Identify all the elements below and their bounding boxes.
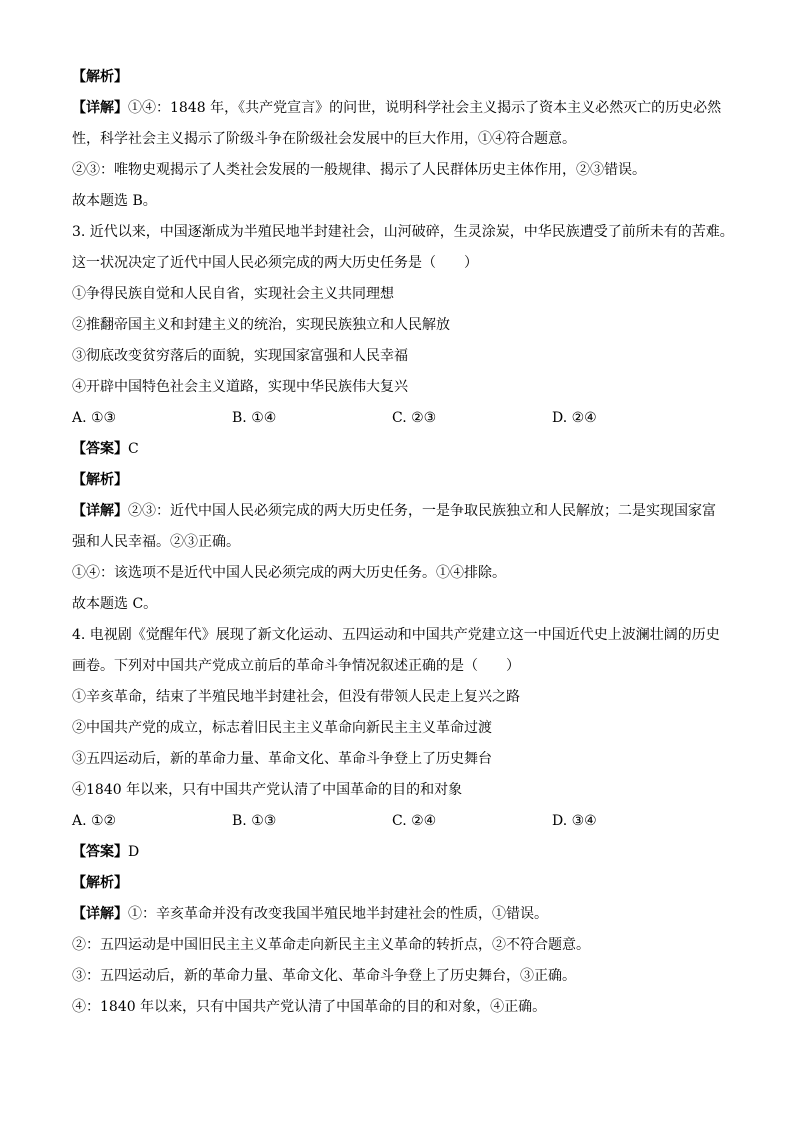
statement-item: ②推翻帝国主义和封建主义的统治，实现民族独立和人民解放 [72,317,450,333]
answer-value: C [128,441,139,457]
option-a: A. ①② [72,813,117,829]
detail-line: ②：五四运动是中国旧民主主义革命走向新民主主义革命的转折点，②不符合题意。 [72,937,590,953]
detail-line [72,496,732,527]
answer-tag: 【答案】 [72,441,128,457]
answer-options [72,806,732,837]
option-d: D. ②④ [552,410,597,426]
question-stem: 画卷。下列对中国共产党成立前后的革命斗争情况叙述正确的是（ ） [72,658,520,674]
detail-line [72,899,732,930]
option-d: D. ③④ [552,813,597,829]
statement-item: ③五四运动后，新的革命力量、革命文化、革命斗争登上了历史舞台 [72,751,492,767]
detail-tag: 【详解】 [72,100,128,116]
answer-tag: 【答案】 [72,844,128,860]
analysis-heading: 【解析】 [72,875,128,891]
option-a: A. ①③ [72,410,117,426]
question-stem: 4. 电视剧《觉醒年代》展现了新文化运动、五四运动和中国共产党建立这一中国近代史上波澜壮阔的历史 [72,627,720,643]
statement-item: ②中国共产党的成立，标志着旧民主主义革命向新民主主义革命过渡 [72,720,492,736]
option-c: C. ②④ [392,813,437,829]
analysis-heading: 【解析】 [72,472,128,488]
question-stem: 3. 近代以来，中国逐渐成为半殖民地半封建社会，山河破碎，生灵涂炭，中华民族遭受了前所未有的苦难。 [72,224,734,240]
option-b: B. ①③ [232,813,277,829]
detail-text: ①：辛亥革命并没有改变我国半殖民地半封建社会的性质，①错误。 [128,906,548,922]
statement-item: ③彻底改变贫穷落后的面貌，实现国家富强和人民幸福 [72,348,408,364]
detail-line: 性，科学社会主义揭示了阶级斗争在阶级社会发展中的巨大作用，①④符合题意。 [72,131,576,147]
detail-line: 强和人民幸福。②③正确。 [72,534,240,550]
analysis-heading: 【解析】 [72,69,128,85]
statement-item: ①辛亥革命，结束了半殖民地半封建社会，但没有带领人民走上复兴之路 [72,689,520,705]
detail-line [72,93,732,124]
detail-text: ①④：1848 年，《共产党宣言》的问世，说明科学社会主义揭示了资本主义必然灭亡的历史必然 [128,100,722,116]
option-c: C. ②③ [392,410,437,426]
option-b: B. ①④ [232,410,277,426]
answer-line [72,434,732,465]
answer-line [72,837,732,868]
statement-item: ①争得民族自觉和人民自省，实现社会主义共同理想 [72,286,394,302]
conclusion: 故本题选 B。 [72,193,157,209]
answer-value: D [128,844,140,860]
statement-item: ④1840 年以来，只有中国共产党认清了中国革命的目的和对象 [72,782,463,798]
answer-options [72,403,732,434]
statement-item: ④开辟中国特色社会主义道路，实现中华民族伟大复兴 [72,379,408,395]
detail-line: ③：五四运动后，新的革命力量、革命文化、革命斗争登上了历史舞台，③正确。 [72,968,576,984]
conclusion: 故本题选 C。 [72,596,158,612]
detail-tag: 【详解】 [72,503,128,519]
detail-line: ①④：该选项不是近代中国人民必须完成的两大历史任务。①④排除。 [72,565,506,581]
detail-line: ②③：唯物史观揭示了人类社会发展的一般规律、揭示了人民群体历史主体作用，②③错误。 [72,162,646,178]
question-stem: 这一状况决定了近代中国人民必须完成的两大历史任务是（ ） [72,255,478,271]
document-page [72,62,732,1023]
detail-tag: 【详解】 [72,906,128,922]
detail-text: ②③：近代中国人民必须完成的两大历史任务，一是争取民族独立和人民解放；二是实现国家富 [128,503,716,519]
detail-line: ④：1840 年以来，只有中国共产党认清了中国革命的目的和对象，④正确。 [72,999,547,1015]
